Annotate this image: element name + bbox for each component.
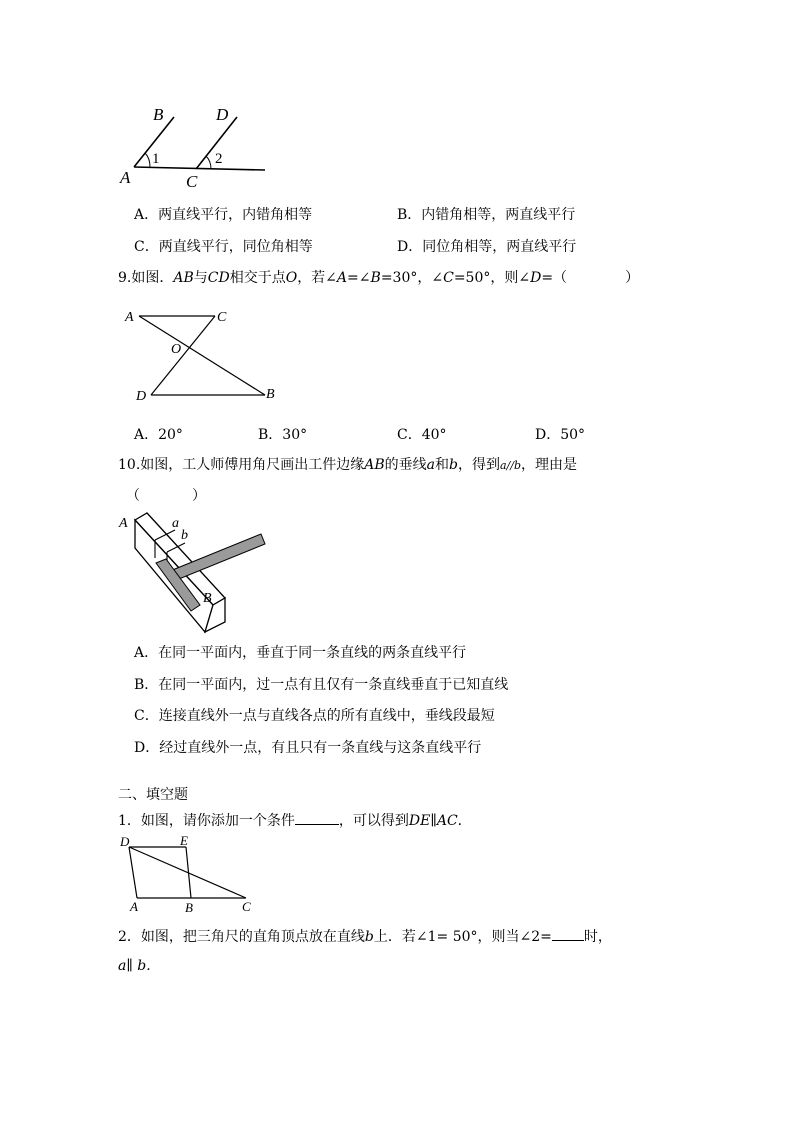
q10-question (118, 456, 577, 475)
q8-label-c: C (186, 172, 198, 191)
q9-cd: CD (207, 270, 230, 286)
q8-label-2: 2 (215, 151, 223, 167)
f2-text-2: 上．若∠1= 50°，则当∠2= (373, 929, 552, 945)
q10-label-a-lower: a (172, 516, 179, 531)
q10-text-3: 和 (435, 457, 450, 473)
q9-label-d: D (136, 389, 147, 404)
q10-open: （ (126, 488, 140, 504)
f1-text-1: 1．如图，请你添加一个条件 (118, 813, 295, 829)
q9-o: O (285, 270, 298, 286)
q9-close: ） (625, 270, 640, 286)
f1-line-dc (129, 847, 246, 898)
f1-label-d: D (120, 834, 130, 849)
q9-line-cd (151, 316, 215, 395)
q10-label-b-upper: B (203, 591, 212, 606)
f1-figure (115, 832, 260, 914)
q8-figure (110, 100, 280, 195)
f2-line2: a∥ b. (118, 958, 151, 974)
q10-answer-paren (126, 487, 206, 505)
q9-question (118, 269, 639, 287)
q10-ab: AB (364, 457, 385, 473)
q10-option-d: D．经过直线外一点，有且只有一条直线与这条直线平行 (134, 740, 482, 756)
q8-option-d: D．同位角相等，两直线平行 (397, 239, 577, 255)
f2-b: b (364, 929, 374, 945)
q8-option-c: C．两直线平行，同位角相等 (134, 239, 313, 255)
f1-label-b: B (185, 900, 193, 915)
q10-a: a (426, 457, 436, 473)
q10-label-b-lower: b (181, 528, 188, 543)
q9-figure (120, 302, 290, 407)
f1-de-ac: DE∥AC (408, 813, 458, 829)
f2-answer-blank[interactable] (552, 926, 584, 941)
q10-text-4: ，得到 (458, 457, 500, 473)
q9-label-o: O (171, 342, 182, 357)
q9-option-b: B．30° (258, 427, 308, 443)
q8-label-a: A (120, 168, 131, 187)
f2-text-3: 时， (583, 929, 612, 945)
q10-ab-par: a//b (500, 459, 522, 472)
q10-b: b (449, 457, 458, 473)
q9-text-6: =30°，∠ (380, 270, 444, 286)
q9-ang-c: C (443, 270, 454, 286)
f2-text-1: 2．如图，把三角尺的直角顶点放在直线 (118, 929, 365, 945)
q8-option-a: A．两直线平行，内错角相等 (134, 207, 313, 223)
q10-close: ） (192, 488, 206, 504)
q9-ab: AB (173, 270, 194, 286)
q10-option-c: C．连接直线外一点与直线各点的所有直线中，垂线段最短 (134, 708, 495, 724)
q9-line-ab (139, 316, 265, 395)
q9-text-3: 相交于点 (229, 270, 286, 286)
f1-end: ． (457, 813, 472, 829)
f1-line-da (129, 847, 137, 898)
f1-answer-blank[interactable] (295, 810, 339, 825)
q10-text-1: 10.如图，工人师傅用角尺画出工件边缘 (118, 457, 365, 473)
q10-option-a: A．在同一平面内，垂直于同一条直线的两条直线平行 (134, 645, 467, 661)
q9-option-a: A．20° (134, 427, 183, 443)
q9-ang-d: D (530, 270, 542, 286)
f2-question (118, 926, 612, 946)
f1-label-c: C (242, 899, 251, 914)
q9-option-d: D．50° (535, 427, 586, 443)
q10-text-2: 的垂线 (384, 457, 427, 473)
q9-text-8: =（ (541, 270, 568, 286)
section-title: 二、填空题 (118, 787, 188, 803)
q8-label-d: D (216, 105, 229, 124)
q10-option-b: B．在同一平面内，过一点有且仅有一条直线垂直于已知直线 (134, 677, 509, 693)
q10-figure (115, 508, 275, 636)
q9-label-a: A (125, 310, 134, 325)
q10-text-5: ，理由是 (521, 457, 578, 473)
q8-angle-1-arc (145, 153, 150, 167)
q9-label-c: C (217, 310, 227, 325)
q9-text-7: =50°，则∠ (453, 270, 531, 286)
q8-option-b: B．内错角相等，两直线平行 (397, 207, 576, 223)
f1-question (118, 810, 472, 830)
q9-num: 9. (118, 270, 132, 286)
q10-label-a-upper: A (119, 516, 128, 531)
f1-label-e: E (180, 833, 188, 848)
q9-text-4: ，若∠ (297, 270, 337, 286)
q9-text-5: =∠ (347, 270, 371, 286)
q8-label-1: 1 (152, 151, 160, 167)
q9-label-b: B (266, 387, 275, 402)
f1-text-2: ，可以得到 (338, 813, 409, 829)
q9-ang-a: A (336, 270, 348, 286)
q9-text-1: 如图． (131, 270, 174, 286)
f1-label-a: A (130, 899, 138, 914)
q9-option-c: C．40° (397, 427, 447, 443)
q9-text-2: 与 (193, 270, 208, 286)
q8-base-line (134, 167, 265, 170)
q8-angle-2-arc (206, 156, 211, 169)
q8-label-b: B (153, 105, 164, 124)
q9-ang-b: B (370, 270, 381, 286)
